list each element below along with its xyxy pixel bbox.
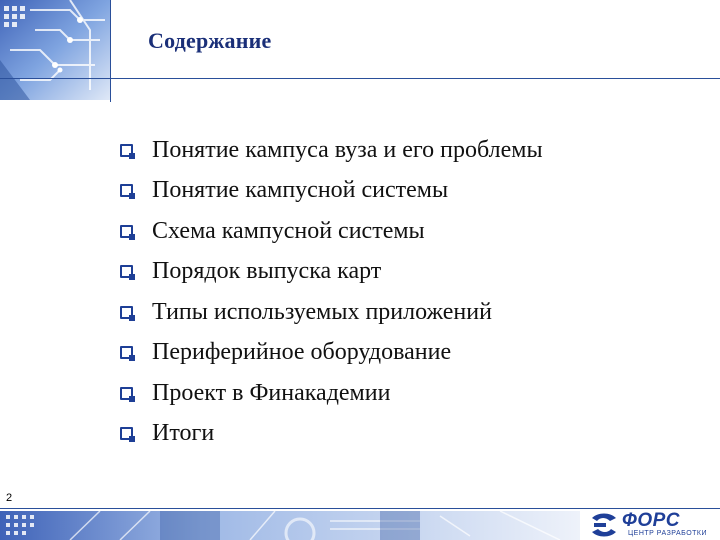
agenda-item-label: Итоги <box>152 420 215 447</box>
agenda-item <box>120 171 543 212</box>
footer-rule <box>0 508 720 509</box>
agenda-item <box>120 211 543 252</box>
checkbox-bullet-icon <box>120 346 133 359</box>
checkbox-bullet-icon <box>120 184 133 197</box>
fors-logo-mark-icon <box>588 510 620 540</box>
agenda-item <box>120 252 543 293</box>
checkbox-bullet-icon <box>120 144 133 157</box>
agenda-item <box>120 292 543 333</box>
agenda-item <box>120 333 543 374</box>
agenda-item-label: Порядок выпуска карт <box>152 258 382 285</box>
agenda-list <box>120 130 543 454</box>
header-vertical-rule <box>110 0 111 102</box>
footer-decoration <box>0 511 580 540</box>
checkbox-bullet-icon <box>120 225 133 238</box>
agenda-item-label: Периферийное оборудование <box>152 339 452 366</box>
fors-logo <box>588 510 718 540</box>
agenda-item <box>120 373 543 414</box>
logo-name: ФОРС <box>622 510 681 531</box>
agenda-item <box>120 130 543 171</box>
agenda-item-label: Типы используемых приложений <box>152 298 492 325</box>
checkbox-bullet-icon <box>120 306 133 319</box>
agenda-item-label: Понятие кампуса вуза и его проблемы <box>152 136 543 163</box>
agenda-item <box>120 414 543 455</box>
logo-subtitle: ЦЕНТР РАЗРАБОТКИ <box>628 530 708 537</box>
checkbox-bullet-icon <box>120 427 133 440</box>
checkbox-bullet-icon <box>120 265 133 278</box>
agenda-item-label: Проект в Финакадемии <box>152 379 391 406</box>
corner-decoration <box>0 0 110 100</box>
agenda-item-label: Понятие кампусной системы <box>152 177 449 204</box>
page-number: 2 <box>6 492 13 504</box>
slide-title: Содержание <box>148 28 272 53</box>
checkbox-bullet-icon <box>120 387 133 400</box>
agenda-item-label: Схема кампусной системы <box>152 217 425 244</box>
header-horizontal-rule <box>0 78 720 79</box>
